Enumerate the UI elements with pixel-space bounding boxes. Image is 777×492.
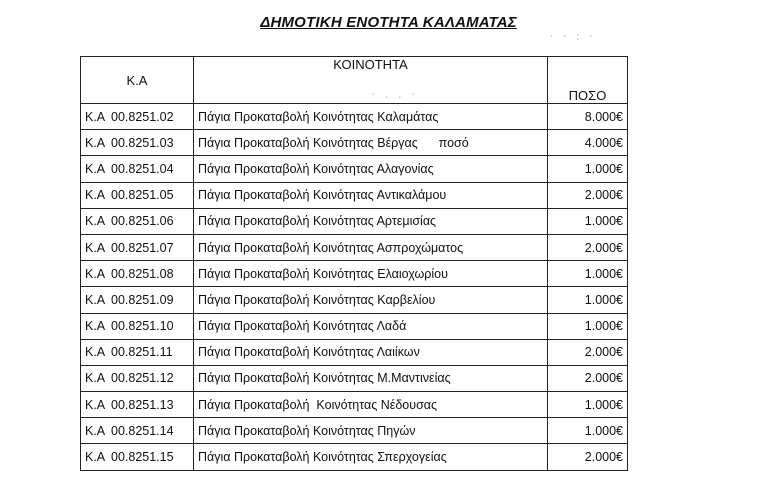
page-title: ΔΗΜΟΤΙΚΗ ΕΝΟΤΗΤΑ ΚΑΛΑΜΑΤΑΣ [260,14,517,31]
account-code: 00.8251.03 [111,135,174,150]
community-description-cell: Πάγια Προκαταβολή Κοινότητας Βέργας ποσό [194,130,548,156]
community-description-cell: Πάγια Προκαταβολή Κοινότητας Καλαμάτας [194,104,548,130]
header-ka: Κ.Α [81,57,194,104]
amount-cell: 2.000€ [548,234,628,260]
table-row [81,234,628,260]
amount-cell: 2.000€ [548,365,628,391]
account-prefix: Κ.Α [85,423,106,438]
table-row [81,208,628,234]
amount-cell: 2.000€ [548,339,628,365]
account-prefix: Κ.Α [85,371,106,386]
account-code-cell [81,104,194,130]
account-code: 00.8251.09 [111,292,174,307]
account-prefix: Κ.Α [85,135,106,150]
amount-cell: 2.000€ [548,444,628,470]
table-row [81,313,628,339]
community-description-cell: Πάγια Προκαταβολή Κοινότητας Ασπροχώματος [194,234,548,260]
amount-cell: 1.000€ [548,208,628,234]
community-description-cell: Πάγια Προκαταβολή Κοινότητας Αρτεμισίας [194,208,548,234]
account-prefix: Κ.Α [85,266,106,281]
account-code: 00.8251.08 [111,266,174,281]
account-code: 00.8251.06 [111,214,174,229]
account-code: 00.8251.15 [111,450,174,465]
amount-cell: 1.000€ [548,392,628,418]
account-code: 00.8251.11 [111,345,173,360]
table-row [81,339,628,365]
account-code: 00.8251.04 [111,161,174,176]
amount-cell: 1.000€ [548,261,628,287]
account-code-cell [81,234,194,260]
header-koinotita: ΚΟΙΝΟΤΗΤΑ [194,57,548,104]
table-row [81,104,628,130]
amount-cell: 8.000€ [548,104,628,130]
account-prefix: Κ.Α [85,109,106,124]
account-code: 00.8251.12 [111,371,174,386]
account-prefix: Κ.Α [85,161,106,176]
account-code-cell [81,444,194,470]
header-poso: ΠΟΣΟ [548,57,628,104]
account-prefix: Κ.Α [85,292,106,307]
account-code-cell [81,287,194,313]
community-description-cell: Πάγια Προκαταβολή Κοινότητας Σπερχογείας [194,444,548,470]
account-prefix: Κ.Α [85,188,106,203]
amount-cell: 1.000€ [548,156,628,182]
amount-cell: 1.000€ [548,418,628,444]
table-row [81,182,628,208]
table-row [81,261,628,287]
account-prefix: Κ.Α [85,397,106,412]
amount-cell: 4.000€ [548,130,628,156]
table-row [81,444,628,470]
account-code: 00.8251.13 [111,397,174,412]
account-code: 00.8251.02 [111,109,174,124]
account-code-cell [81,208,194,234]
allocation-table [80,56,628,471]
community-description-cell: Πάγια Προκαταβολή Κοινότητας Ελαιοχωρίου [194,261,548,287]
community-description-cell: Πάγια Προκαταβολή Κοινότητας Αλαγονίας [194,156,548,182]
amount-cell: 2.000€ [548,182,628,208]
account-prefix: Κ.Α [85,240,106,255]
community-description-cell: Πάγια Προκαταβολή Κοινότητας Νέδουσας [194,392,548,418]
account-code: 00.8251.05 [111,188,174,203]
account-code-cell [81,313,194,339]
bleed-through-text: · . . · [370,88,417,101]
community-description-cell: Πάγια Προκαταβολή Κοινότητας Πηγών [194,418,548,444]
account-prefix: Κ.Α [85,214,106,229]
account-code-cell [81,365,194,391]
table-row [81,365,628,391]
table-header-row [81,57,628,104]
account-prefix: Κ.Α [85,319,106,334]
account-prefix: Κ.Α [85,450,106,465]
account-code-cell [81,418,194,444]
community-description-cell: Πάγια Προκαταβολή Κοινότητας Λαιίκων [194,339,548,365]
amount-cell: 1.000€ [548,287,628,313]
account-code: 00.8251.14 [111,423,174,438]
account-code-cell [81,130,194,156]
table-row [81,392,628,418]
community-description-cell: Πάγια Προκαταβολή Κοινότητας Μ.Μαντινείας [194,365,548,391]
account-code: 00.8251.10 [111,319,174,334]
account-code-cell [81,182,194,208]
account-prefix: Κ.Α [85,345,106,360]
community-description-cell: Πάγια Προκαταβολή Κοινότητας Αντικαλάμου [194,182,548,208]
table-row [81,287,628,313]
account-code-cell [81,339,194,365]
account-code-cell [81,392,194,418]
community-description-cell: Πάγια Προκαταβολή Κοινότητας Καρβελίου [194,287,548,313]
table-row [81,156,628,182]
account-code-cell [81,156,194,182]
table-row [81,130,628,156]
account-code: 00.8251.07 [111,240,174,255]
table-row [81,418,628,444]
account-code-cell [81,261,194,287]
amount-cell: 1.000€ [548,313,628,339]
bleed-through-text: · · : · [548,30,595,43]
community-description-cell: Πάγια Προκαταβολή Κοινότητας Λαδά [194,313,548,339]
